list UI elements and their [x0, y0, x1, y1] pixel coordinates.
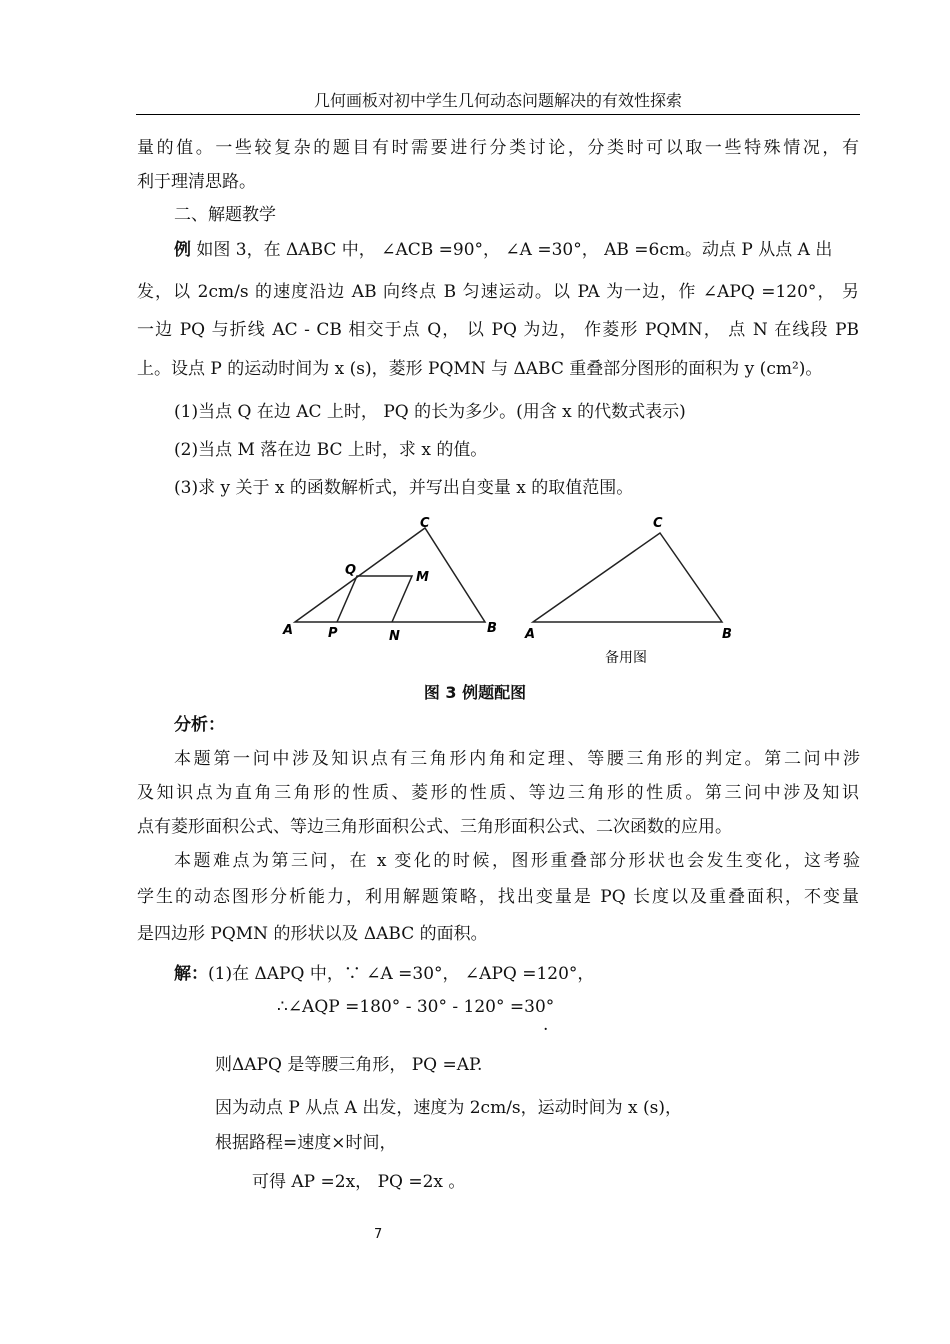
- backup-label-b: B: [722, 627, 732, 642]
- label-q: Q: [345, 563, 357, 578]
- analysis-p2-line-3: 是四边形 PQMN 的形状以及 ΔABC 的面积。: [137, 924, 488, 944]
- solution-line-3: 则ΔAPQ 是等腰三角形， PQ =AP.: [215, 1055, 483, 1075]
- body-line-2: 利于理清思路。: [137, 172, 256, 192]
- main-triangle-figure: [282, 516, 497, 644]
- example-text-1: 如图 3，在 ΔABC 中， ∠ACB =90°， ∠A =30°， AB =6cm。动点 P 从点 A 出: [196, 240, 833, 260]
- solution-text-1: (1)在 ΔAPQ 中，∵ ∠A =30°， ∠APQ =120°，: [208, 964, 595, 984]
- label-a: A: [283, 623, 294, 638]
- figure-caption: 图 3 例题配图: [423, 683, 527, 702]
- backup-label-a: A: [525, 627, 536, 642]
- analysis-p1-line-2: 及知识点为直角三角形的性质、菱形的性质、等边三角形的性质。第三问中涉及知识: [137, 783, 859, 803]
- solution-line-2-dot: .: [543, 1015, 549, 1035]
- figure-svg: [275, 510, 745, 670]
- backup-label-c: C: [653, 516, 663, 531]
- label-m: M: [416, 570, 429, 585]
- analysis-heading: 分析：: [174, 715, 225, 735]
- analysis-p2-line-1: 本题难点为第三问，在 x 变化的时候，图形重叠部分形状也会发生变化，这考验: [174, 851, 860, 871]
- analysis-p1-line-3: 点有菱形面积公式、等边三角形面积公式、三角形面积公式、二次函数的应用。: [137, 817, 732, 837]
- question-3: (3)求 y 关于 x 的函数解析式，并写出自变量 x 的取值范围。: [174, 478, 634, 498]
- analysis-p2-line-2: 学生的动态图形分析能力，利用解题策略，找出变量是 PQ 长度以及重叠面积，不变量: [137, 887, 859, 907]
- solution-line-1: [174, 962, 594, 986]
- triangle-abc: [295, 528, 485, 622]
- example-label: 例: [174, 240, 191, 260]
- example-line-1: [174, 238, 832, 262]
- example-line-2: 发，以 2cm/s 的速度沿边 AB 向终点 B 匀速运动。以 PA 为一边，作 ∠APQ =120°， 另: [137, 282, 859, 302]
- question-1: (1)当点 Q 在边 AC 上时， PQ 的长为多少。(用含 x 的代数式表示): [174, 402, 686, 422]
- header-rule: [136, 114, 860, 115]
- backup-caption: 备用图: [605, 650, 647, 666]
- section-heading: 二、解题教学: [174, 205, 276, 225]
- label-n: N: [389, 629, 400, 644]
- page-header: 几何画板对初中学生几何动态问题解决的有效性探索: [313, 91, 682, 110]
- example-line-4: 上。设点 P 的运动时间为 x (s)，菱形 PQMN 与 ΔABC 重叠部分图形的面积为 y (cm²)。: [137, 359, 823, 379]
- solution-line-4: 因为动点 P 从点 A 出发，速度为 2cm/s，运动时间为 x (s)，: [215, 1098, 683, 1118]
- solution-line-5: 根据路程=速度×时间，: [215, 1133, 397, 1153]
- backup-triangle-abc: [533, 533, 722, 622]
- label-c: C: [420, 516, 430, 531]
- solution-line-6: 可得 AP =2x， PQ =2x 。: [252, 1172, 466, 1192]
- label-b: B: [487, 621, 497, 636]
- solution-label: 解：: [174, 964, 208, 984]
- solution-line-2: ∴∠AQP =180° - 30° - 120° =30°: [277, 997, 555, 1017]
- label-p: P: [328, 626, 338, 641]
- page-number: 7: [374, 1227, 383, 1242]
- body-line-1: 量的值。一些较复杂的题目有时需要进行分类讨论，分类时可以取一些特殊情况，有: [137, 138, 859, 158]
- analysis-p1-line-1: 本题第一问中涉及知识点有三角形内角和定理、等腰三角形的判定。第二问中涉: [174, 749, 860, 769]
- backup-triangle-figure: [524, 516, 732, 666]
- question-2: (2)当点 M 落在边 BC 上时，求 x 的值。: [174, 440, 488, 460]
- figure-3: [275, 510, 745, 674]
- example-line-3: 一边 PQ 与折线 AC - CB 相交于点 Q， 以 PQ 为边， 作菱形 PQMN， 点 N 在线段 PB: [137, 320, 859, 340]
